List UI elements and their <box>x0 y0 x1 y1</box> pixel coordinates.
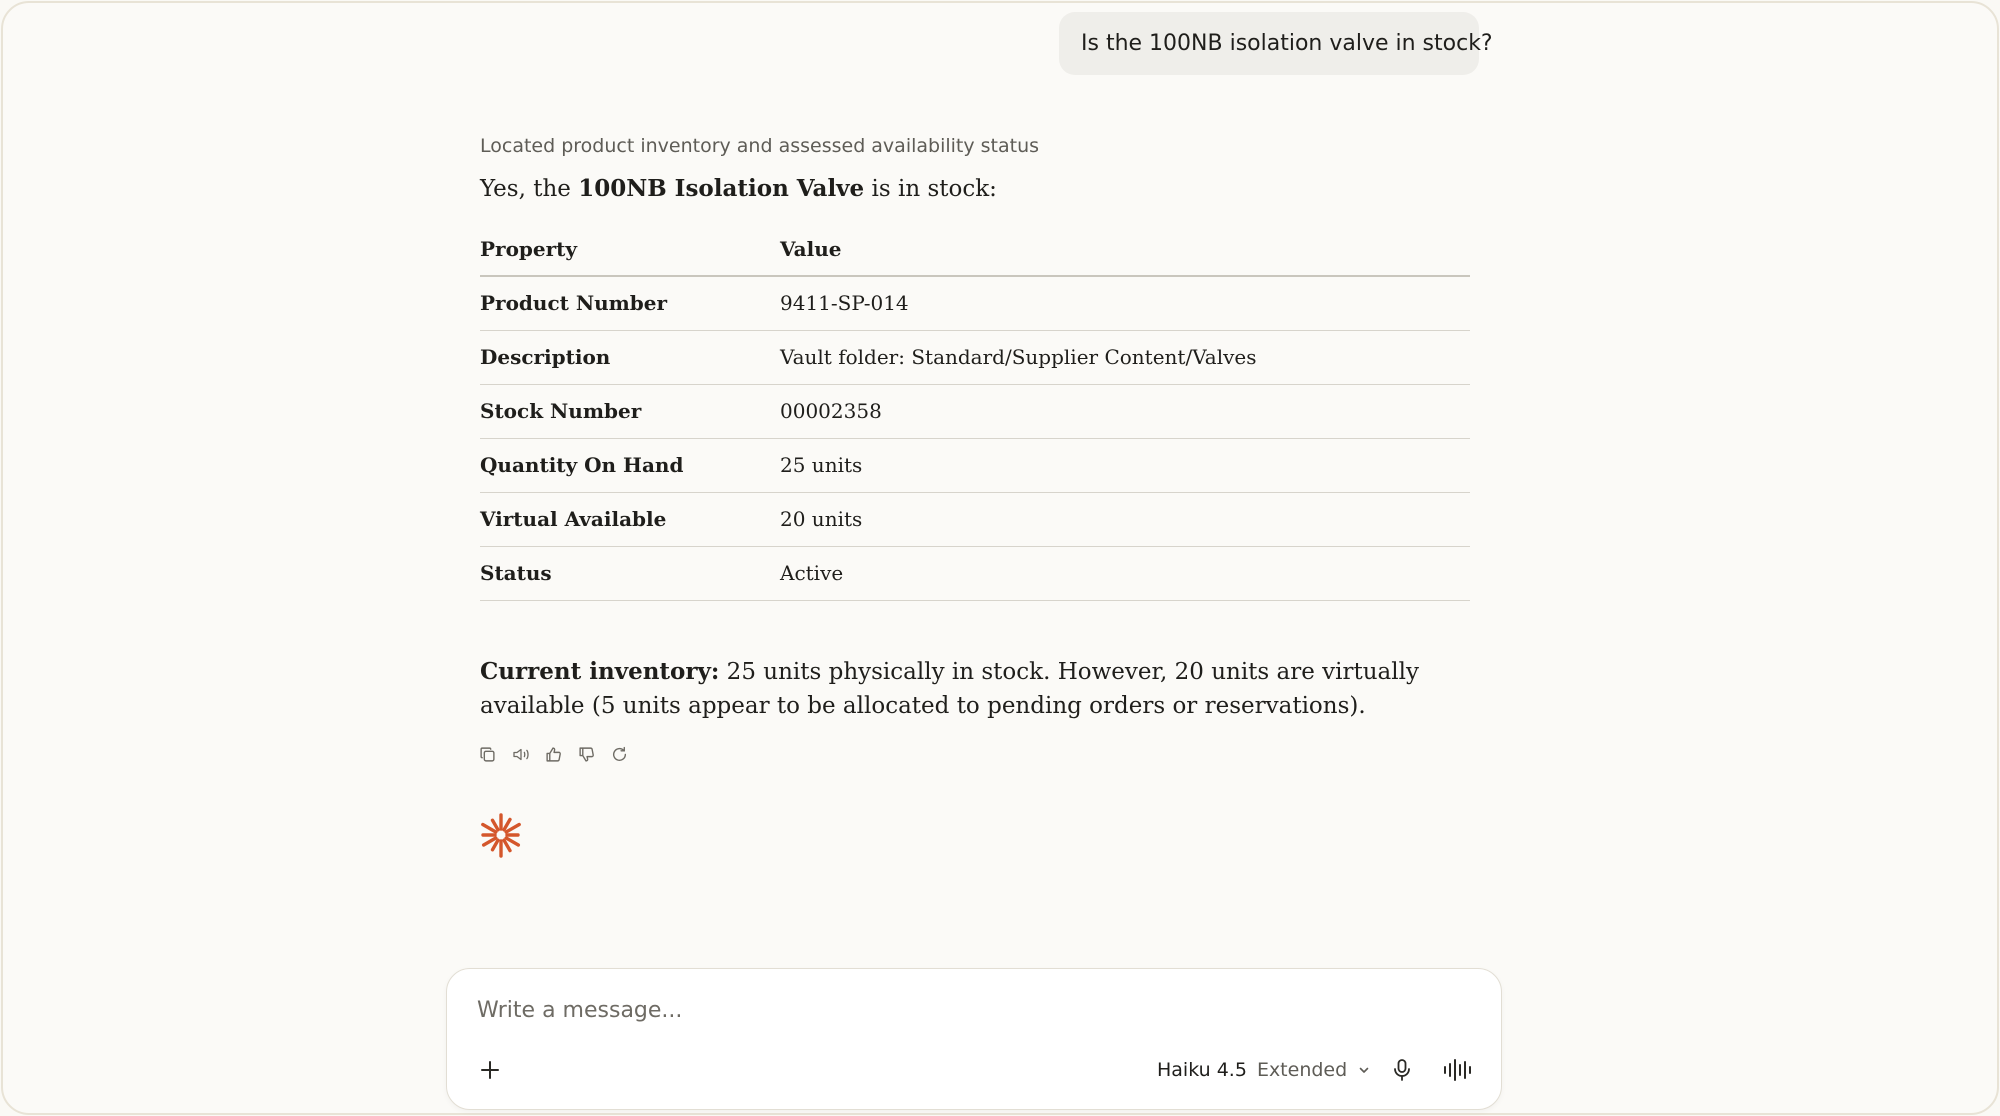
answer-intro-suffix: is in stock: <box>864 176 997 202</box>
thumbs-down-icon[interactable] <box>577 745 596 764</box>
thought-summary[interactable]: Located product inventory and assessed availability status <box>480 135 1040 157</box>
inventory-summary <box>480 655 1440 723</box>
table-cell-key: Quantity On Hand <box>480 438 780 492</box>
inventory-table <box>480 222 1470 601</box>
answer-intro-prefix: Yes, the <box>480 176 579 202</box>
add-attachment-button[interactable] <box>473 1053 507 1087</box>
model-mode: Extended <box>1256 1059 1348 1081</box>
table-cell-key: Virtual Available <box>480 492 780 546</box>
summary-text: 25 units physically in stock. However, 20 units are virtually available (5 units appear to be allocated to pending orders or reservations). <box>480 659 1419 719</box>
table-cell-key: Status <box>480 546 780 600</box>
thumbs-up-icon[interactable] <box>544 745 563 764</box>
answer-intro-product: 100NB Isolation Valve <box>578 175 865 202</box>
table-row <box>480 438 1470 492</box>
message-composer <box>446 968 1502 1110</box>
chevron-down-icon <box>1357 1063 1371 1077</box>
summary-label: Current inventory: <box>480 658 720 685</box>
voice-mode-button[interactable] <box>1439 1053 1477 1087</box>
microphone-icon <box>1391 1058 1413 1082</box>
user-message-text: Is the 100NB isolation valve in stock? <box>1081 31 1493 56</box>
table-cell-value: Vault folder: Standard/Supplier Content/Valves <box>780 330 1470 384</box>
table-row <box>480 546 1470 600</box>
table-cell-key: Stock Number <box>480 384 780 438</box>
table-row <box>480 384 1470 438</box>
microphone-button[interactable] <box>1385 1053 1419 1087</box>
retry-icon[interactable] <box>610 745 629 764</box>
table-cell-value: 20 units <box>780 492 1470 546</box>
table-cell-value: 00002358 <box>780 384 1470 438</box>
model-name: Haiku 4.5 <box>1157 1059 1247 1081</box>
speaker-icon[interactable] <box>511 745 530 764</box>
table-cell-key: Product Number <box>480 276 780 330</box>
table-row <box>480 330 1470 384</box>
table-cell-value: 25 units <box>780 438 1470 492</box>
table-header-row <box>480 222 1470 276</box>
table-row <box>480 492 1470 546</box>
plus-icon <box>479 1059 501 1081</box>
message-actions <box>478 745 629 764</box>
table-cell-value: Active <box>780 546 1470 600</box>
table-cell-key: Description <box>480 330 780 384</box>
table-header-property: Property <box>480 222 780 276</box>
message-input[interactable] <box>475 989 1379 1031</box>
answer-intro <box>480 175 997 202</box>
audio-waveform-icon <box>1442 1058 1474 1082</box>
table-row <box>480 276 1470 330</box>
table-cell-value: 9411-SP-014 <box>780 276 1470 330</box>
spark-logo-icon <box>478 812 524 858</box>
model-selector[interactable] <box>1157 1053 1371 1087</box>
copy-icon[interactable] <box>478 745 497 764</box>
table-header-value: Value <box>780 222 1470 276</box>
user-message-bubble <box>1059 12 1493 75</box>
